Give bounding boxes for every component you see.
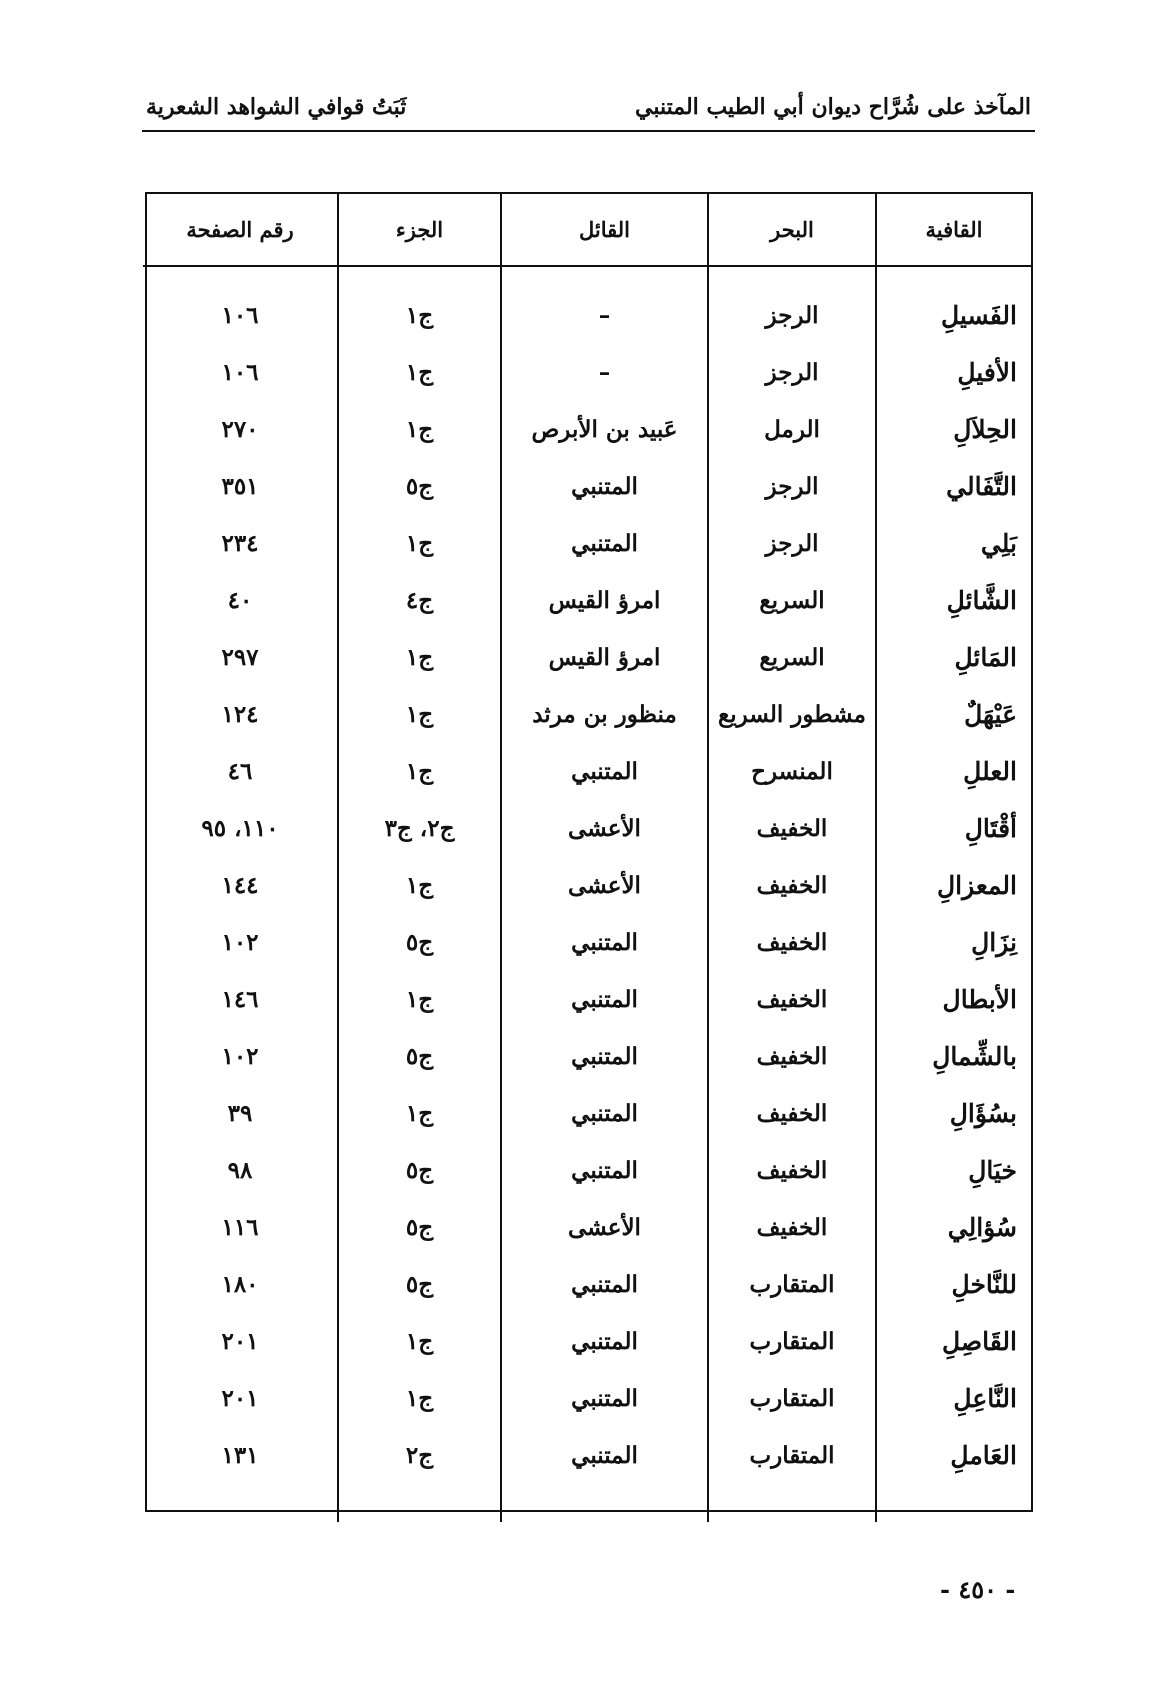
- table-row: [143, 1313, 1031, 1370]
- empty-cell: [338, 1484, 501, 1522]
- rhyme-cell: بسُؤَالِ: [876, 1085, 1031, 1142]
- poet-cell: المتنبي: [501, 1142, 708, 1199]
- page-cell: ٣٩: [227, 1100, 253, 1127]
- rhyme-cell: الفَسيلِ: [876, 266, 1031, 344]
- page-cell: ١١٠، ٩٥: [201, 815, 279, 842]
- table-row: [143, 914, 1031, 971]
- meter-cell: الخفيف: [708, 914, 876, 971]
- rhyme-cell: المعزالِ: [876, 857, 1031, 914]
- volume-cell: ج١: [338, 857, 501, 914]
- table-header-row: [143, 194, 1031, 266]
- meter-cell: الرجز: [708, 266, 876, 344]
- poet-cell: –: [501, 344, 708, 401]
- table-row: [143, 800, 1031, 857]
- page-cell: ٤٦: [227, 758, 253, 785]
- volume-cell: ج١: [338, 515, 501, 572]
- meter-cell: الخفيف: [708, 1142, 876, 1199]
- poet-cell: عَبيد بن الأبرص: [501, 401, 708, 458]
- rhyme-cell: الأبطال: [876, 971, 1031, 1028]
- meter-cell: الرجز: [708, 344, 876, 401]
- page-cell: ١١٦: [221, 1214, 259, 1241]
- page-cell: ١٣١: [221, 1442, 259, 1469]
- rhyme-cell: عَيْهَلٌ: [876, 686, 1031, 743]
- meter-cell: المتقارب: [708, 1313, 876, 1370]
- poet-cell: المتنبي: [501, 914, 708, 971]
- poet-cell: المتنبي: [501, 1427, 708, 1484]
- poet-cell: –: [501, 266, 708, 344]
- poet-cell: المتنبي: [501, 1370, 708, 1427]
- volume-cell: ج٢: [338, 1427, 501, 1484]
- page-cell: ٢٩٧: [221, 644, 259, 671]
- poet-cell: المتنبي: [501, 971, 708, 1028]
- table-row: [143, 1370, 1031, 1427]
- table-row: [143, 572, 1031, 629]
- poet-cell: المتنبي: [501, 458, 708, 515]
- page-cell: ٣٥١: [221, 473, 259, 500]
- rhyme-cell: الأفيلِ: [876, 344, 1031, 401]
- meter-cell: الخفيف: [708, 1085, 876, 1142]
- rhyme-cell: التَّفَالي: [876, 458, 1031, 515]
- page-cell: ١٨٠: [221, 1271, 259, 1298]
- table-row: [143, 1256, 1031, 1313]
- table-filler-row: [143, 1484, 1031, 1522]
- volume-cell: ج١: [338, 344, 501, 401]
- table-row: [143, 1427, 1031, 1484]
- volume-cell: ج١: [338, 1370, 501, 1427]
- rhyme-cell: بَلِي: [876, 515, 1031, 572]
- empty-cell: [143, 1484, 338, 1522]
- rhyme-cell: بالشِّمالِ: [876, 1028, 1031, 1085]
- volume-cell: ج١: [338, 266, 501, 344]
- rhyme-cell: نِزَالِ: [876, 914, 1031, 971]
- rhyme-cell: سُؤالِي: [876, 1199, 1031, 1256]
- meter-cell: الخفيف: [708, 857, 876, 914]
- page-cell: ١٠٦: [221, 359, 259, 386]
- table-row: [143, 458, 1031, 515]
- meter-cell: المتقارب: [708, 1370, 876, 1427]
- volume-cell: ج١: [338, 743, 501, 800]
- running-header: [142, 84, 1035, 132]
- table-row: [143, 857, 1031, 914]
- page-cell: ٢٣٤: [221, 530, 259, 557]
- meter-cell: السريع: [708, 572, 876, 629]
- empty-cell: [708, 1484, 876, 1522]
- table-body: [143, 266, 1031, 1522]
- page-cell: ١٢٤: [221, 701, 259, 728]
- poet-cell: المتنبي: [501, 1256, 708, 1313]
- page-cell: ١٠٦: [221, 302, 259, 329]
- empty-cell: [501, 1484, 708, 1522]
- meter-cell: مشطور السريع: [708, 686, 876, 743]
- section-title: ثَبَتُ قوافي الشواهد الشعرية: [146, 94, 407, 120]
- table-row: [143, 971, 1031, 1028]
- rhyme-cell: النَّاعِلِ: [876, 1370, 1031, 1427]
- rhyme-cell: للنَّاخلِ: [876, 1256, 1031, 1313]
- meter-cell: السريع: [708, 629, 876, 686]
- rhyme-cell: الحِلاَلِ: [876, 401, 1031, 458]
- page-cell: ٢٠١: [221, 1385, 259, 1412]
- volume-cell: ج١: [338, 971, 501, 1028]
- volume-cell: ج٥: [338, 1028, 501, 1085]
- rhyme-cell: العللِ: [876, 743, 1031, 800]
- meter-cell: الرجز: [708, 515, 876, 572]
- poet-cell: المتنبي: [501, 515, 708, 572]
- meter-cell: الخفيف: [708, 1199, 876, 1256]
- page-cell: ٤٠: [227, 587, 253, 614]
- meter-cell: الخفيف: [708, 971, 876, 1028]
- volume-cell: ج٥: [338, 914, 501, 971]
- meter-cell: المنسرح: [708, 743, 876, 800]
- empty-cell: [876, 1484, 1031, 1522]
- poet-cell: المتنبي: [501, 743, 708, 800]
- column-header-page: رقم الصفحة: [143, 194, 338, 266]
- rhymes-table-frame: [145, 192, 1033, 1512]
- page-cell: ٩٨: [227, 1157, 253, 1184]
- volume-cell: ج١: [338, 1085, 501, 1142]
- page-cell: ١٠٢: [221, 929, 259, 956]
- column-header-volume: الجزء: [338, 194, 501, 266]
- page-cell: ١٠٢: [221, 1043, 259, 1070]
- poet-cell: المتنبي: [501, 1313, 708, 1370]
- volume-cell: ج٥: [338, 458, 501, 515]
- meter-cell: الرمل: [708, 401, 876, 458]
- table-row: [143, 515, 1031, 572]
- column-header-rhyme: القافية: [876, 194, 1031, 266]
- table-row: [143, 686, 1031, 743]
- rhymes-table: [143, 194, 1031, 1522]
- poet-cell: منظور بن مرثد: [501, 686, 708, 743]
- rhyme-cell: العَاملِ: [876, 1427, 1031, 1484]
- volume-cell: ج٥: [338, 1256, 501, 1313]
- table-row: [143, 629, 1031, 686]
- rhyme-cell: المَائلِ: [876, 629, 1031, 686]
- poet-cell: المتنبي: [501, 1028, 708, 1085]
- volume-cell: ج٥: [338, 1199, 501, 1256]
- poet-cell: الأعشى: [501, 1199, 708, 1256]
- rhyme-cell: الشَّائلِ: [876, 572, 1031, 629]
- page-number: - ٤٥٠ -: [940, 1575, 1016, 1604]
- poet-cell: الأعشى: [501, 857, 708, 914]
- volume-cell: ج١: [338, 1313, 501, 1370]
- book-title: المآخذ على شُرَّاح ديوان أبي الطيب المتنبي: [635, 94, 1031, 120]
- volume-cell: ج٤: [338, 572, 501, 629]
- poet-cell: امرؤ القيس: [501, 572, 708, 629]
- table-row: [143, 1199, 1031, 1256]
- rhyme-cell: القَاصِلِ: [876, 1313, 1031, 1370]
- page-cell: ١٤٤: [221, 872, 259, 899]
- table-row: [143, 743, 1031, 800]
- table-row: [143, 344, 1031, 401]
- poet-cell: الأعشى: [501, 800, 708, 857]
- table-row: [143, 1142, 1031, 1199]
- volume-cell: ج١: [338, 401, 501, 458]
- volume-cell: ج١: [338, 629, 501, 686]
- meter-cell: المتقارب: [708, 1427, 876, 1484]
- table-row: [143, 1028, 1031, 1085]
- page-cell: ٢٧٠: [221, 416, 259, 443]
- poet-cell: امرؤ القيس: [501, 629, 708, 686]
- page-cell: ١٤٦: [221, 986, 259, 1013]
- volume-cell: ج٥: [338, 1142, 501, 1199]
- poet-cell: المتنبي: [501, 1085, 708, 1142]
- meter-cell: المتقارب: [708, 1256, 876, 1313]
- rhyme-cell: أقْتَالِ: [876, 800, 1031, 857]
- meter-cell: الرجز: [708, 458, 876, 515]
- meter-cell: الخفيف: [708, 800, 876, 857]
- meter-cell: الخفيف: [708, 1028, 876, 1085]
- table-row: [143, 1085, 1031, 1142]
- column-header-meter: البحر: [708, 194, 876, 266]
- table-row: [143, 266, 1031, 344]
- volume-cell: ج٢، ج٣: [338, 800, 501, 857]
- page-cell: ٢٠١: [221, 1328, 259, 1355]
- column-header-poet: القائل: [501, 194, 708, 266]
- table-row: [143, 401, 1031, 458]
- volume-cell: ج١: [338, 686, 501, 743]
- rhyme-cell: خيَالِ: [876, 1142, 1031, 1199]
